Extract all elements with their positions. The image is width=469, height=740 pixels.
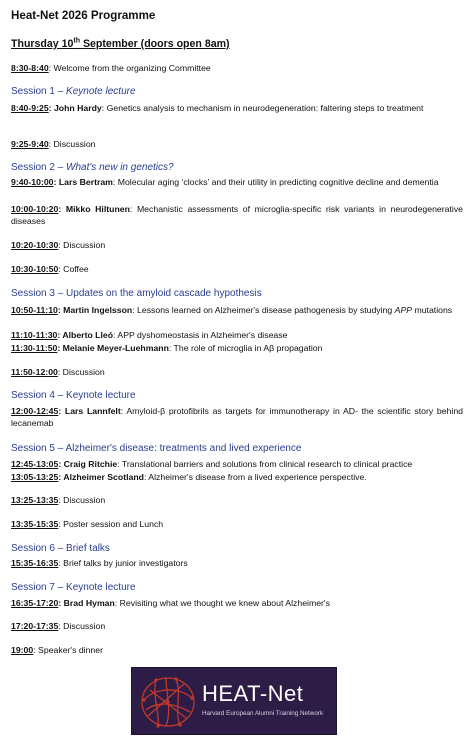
entry-text: : Coffee xyxy=(58,264,89,274)
entry-speaker: : Alzheimer Scotland xyxy=(58,472,144,482)
entry-time: 13:25-13:35 xyxy=(11,495,59,505)
entry-text: : Discussion xyxy=(58,621,106,631)
entry-text: : Lessons learned on Alzheimer's disease pathogenesis by studying xyxy=(132,305,395,315)
heat-net-logo xyxy=(131,667,337,735)
entry-speaker: : Mikko Hiltunen xyxy=(58,204,130,214)
talk-ingelsson xyxy=(11,305,463,317)
entry-text: : Discussion xyxy=(48,139,96,149)
session-label: Session 1 – xyxy=(11,86,67,97)
entry-text-end: mutations xyxy=(412,305,453,315)
talk-meyer-luehmann xyxy=(11,343,463,355)
entry-speaker: : Martin Ingelsson xyxy=(57,305,133,315)
entry-text: : Genetics analysis to mechanism in neurodegeneration: faltering steps to treatment xyxy=(101,103,424,113)
session-label: Session 2 – xyxy=(11,162,67,173)
entry-speaker: : Brad Hyman xyxy=(58,598,115,608)
gene-name: APP xyxy=(394,305,413,315)
session-7-heading: Session 7 – Keynote lecture xyxy=(11,582,136,593)
entry-text: : Discussion xyxy=(58,240,106,250)
page-title: Heat-Net 2026 Programme xyxy=(11,9,156,22)
logo-subtitle: Harvard European Alumni Training Network xyxy=(202,710,324,717)
discussion-7 xyxy=(11,621,463,633)
entry-time: 12:00-12:45 xyxy=(11,406,59,416)
entry-text: : Poster session and Lunch xyxy=(58,519,164,529)
entry-speaker: : Lars Lannfelt xyxy=(58,406,121,416)
entry-text: : APP dyshomeostasis in Alzheimer's disease xyxy=(113,330,288,340)
discussion-1 xyxy=(11,139,463,151)
poster-session xyxy=(11,519,463,531)
coffee-break xyxy=(11,264,463,276)
day-prefix: Thursday 10 xyxy=(11,38,74,50)
entry-time: 8:30-8:40 xyxy=(11,63,49,73)
entry-time: 15:35-16:35 xyxy=(11,558,59,568)
entry-time: 10:30-10:50 xyxy=(11,264,59,274)
entry-text: : Revisiting what we thought we knew about Alzheimer's xyxy=(114,598,330,608)
talk-ritchie xyxy=(11,459,463,471)
entry-time: 11:50-12:00 xyxy=(11,367,58,377)
entry-time: 9:25-9:40 xyxy=(11,139,49,149)
entry-text: : Brief talks by junior investigators xyxy=(58,558,188,568)
session-2-heading xyxy=(11,162,174,173)
day-suffix: September (doors open 8am) xyxy=(80,38,230,50)
session-1-heading xyxy=(11,86,136,97)
discussion-3 xyxy=(11,367,463,379)
entry-text: : The role of microglia in Aβ propagation xyxy=(168,343,323,353)
logo-wordmark: HEAT-Net xyxy=(202,681,304,706)
entry-time: 8:40-9:25 xyxy=(11,103,49,113)
discussion-5 xyxy=(11,495,463,507)
entry-time: 13:05-13:25 xyxy=(11,472,59,482)
entry-time: 19:00 xyxy=(11,645,34,655)
talk-hyman xyxy=(11,598,463,610)
day-ordinal: th xyxy=(73,37,81,45)
speakers-dinner xyxy=(11,645,463,657)
entry-text: : Alzheimer's disease from a lived experience perspective. xyxy=(143,472,367,482)
entry-time: 17:20-17:35 xyxy=(11,621,59,631)
session-subtitle: Keynote lecture xyxy=(66,86,136,97)
entry-text: : Discussion xyxy=(58,495,106,505)
session-subtitle: What's new in genetics? xyxy=(66,162,174,173)
session-5-heading: Session 5 – Alzheimer's disease: treatments and lived experience xyxy=(11,443,302,454)
entry-time: 9:40-10:00 xyxy=(11,177,54,187)
entry-text: : Molecular aging ‘clocks’ and their utility in predicting cognitive decline and dementia xyxy=(112,177,439,187)
talk-bertram xyxy=(11,177,463,189)
brief-talks xyxy=(11,558,463,570)
talk-lannfelt xyxy=(11,406,463,429)
entry-time: 10:50-11:10 xyxy=(11,305,58,315)
session-4-heading: Session 4 – Keynote lecture xyxy=(11,390,136,401)
entry-time: 10:00-10:20 xyxy=(11,204,59,214)
entry-text: : Welcome from the organizing Committee xyxy=(48,63,211,73)
entry-speaker: : Lars Bertram xyxy=(53,177,113,187)
entry-speaker: : John Hardy xyxy=(48,103,102,113)
discussion-2 xyxy=(11,240,463,252)
entry-time: 13:35-15:35 xyxy=(11,519,59,529)
talk-hardy xyxy=(11,103,463,115)
entry-time: 11:10-11:30 xyxy=(11,330,58,340)
talk-hiltunen xyxy=(11,204,463,227)
entry-text: : Amyloid-β protofibrils as targets for immunotherapy in AD- the scientific story behind lecanemab xyxy=(11,406,463,428)
session-3-heading: Session 3 – Updates on the amyloid cascade hypothesis xyxy=(11,288,262,299)
entry-speaker: : Craig Ritchie xyxy=(58,459,118,469)
entry-time: 16:35-17:20 xyxy=(11,598,59,608)
brain-network-icon xyxy=(136,670,200,734)
entry-time: 11:30-11:50 xyxy=(11,343,58,353)
entry-text: : Mechanistic assessments of microglia-specific risk variants in neurodegenerative diseases xyxy=(11,204,463,226)
day-heading xyxy=(11,38,230,50)
entry-text: : Speaker's dinner xyxy=(33,645,103,655)
entry-text: : Translational barriers and solutions from clinical research to clinical practice xyxy=(117,459,413,469)
session-6-heading: Session 6 – Brief talks xyxy=(11,543,110,554)
welcome-entry xyxy=(11,63,463,75)
entry-time: 10:20-10:30 xyxy=(11,240,59,250)
entry-speaker: : Alberto Lleó xyxy=(57,330,114,340)
entry-speaker: : Melanie Meyer-Luehmann xyxy=(57,343,169,353)
talk-alzheimer-scotland xyxy=(11,472,463,484)
talk-lleo xyxy=(11,330,463,342)
entry-text: : Discussion xyxy=(57,367,105,377)
entry-time: 12:45-13:05 xyxy=(11,459,59,469)
